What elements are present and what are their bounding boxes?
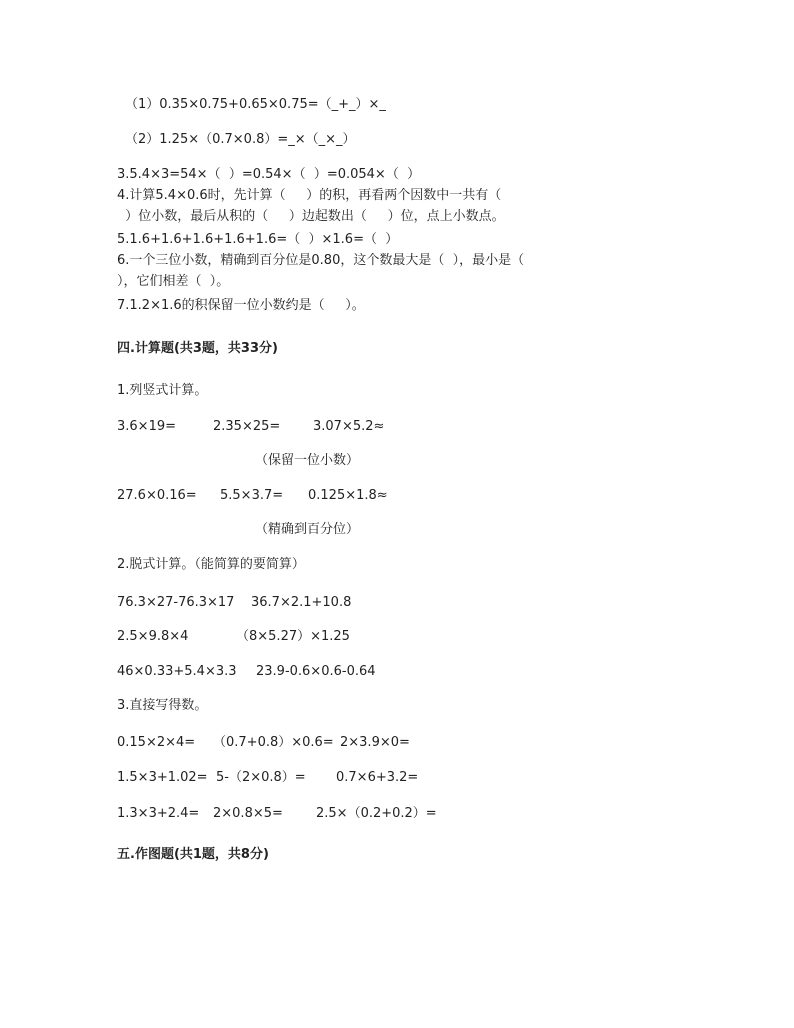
s4-q2-r3-c2: 23.9-0.6×0.6-0.64 bbox=[256, 664, 376, 679]
section4-title: 四.计算题(共3题，共33分) bbox=[117, 341, 278, 356]
s4-q3-r3-c2: 2×0.8×5= bbox=[213, 806, 283, 821]
q4-text-line2: ）位小数，最后从积的（ ）边起数出（ ）位，点上小数点。 bbox=[117, 209, 505, 224]
s4-q3-r1-c1: 0.15×2×4= bbox=[117, 735, 196, 750]
s4-q3-r2-c2: 5-（2×0.8）= bbox=[216, 770, 306, 785]
q4-text-line1: 4.计算5.4×0.6时，先计算（ ）的积，再看两个因数中一共有（ bbox=[117, 188, 502, 203]
s4-q3-title: 3.直接写得数。 bbox=[117, 698, 208, 713]
q6-text-line2: ），它们相差（ ）。 bbox=[117, 274, 230, 289]
q2-sub1: （1）0.35×0.75+0.65×0.75=（_+_）×_ bbox=[125, 97, 386, 112]
q7-text: 7.1.2×1.6的积保留一位小数约是（ ）。 bbox=[117, 298, 365, 313]
s4-q1-r1-c1: 3.6×19= bbox=[117, 419, 177, 434]
s4-q3-r2-c3: 0.7×6+3.2= bbox=[336, 770, 419, 785]
s4-q3-r1-c3: 2×3.9×0= bbox=[340, 735, 410, 750]
s4-q3-r1-c2: （0.7+0.8）×0.6= bbox=[213, 735, 334, 750]
s4-q1-r1-c3: 3.07×5.2≈ bbox=[313, 419, 385, 434]
s4-q1-r1-c2: 2.35×25= bbox=[213, 419, 281, 434]
s4-q1-note1: （保留一位小数） bbox=[255, 453, 360, 468]
q3-text: 3.5.4×3=54×（ ）=0.54×（ ）=0.054×（ ） bbox=[117, 167, 421, 182]
s4-q1-r2-c3: 0.125×1.8≈ bbox=[308, 488, 388, 503]
s4-q2-r3-c1: 46×0.33+5.4×3.3 bbox=[117, 664, 237, 679]
s4-q2-r2-c1: 2.5×9.8×4 bbox=[117, 629, 189, 644]
s4-q1-note2: （精确到百分位） bbox=[255, 522, 360, 537]
q6-text-line1: 6.一个三位小数，精确到百分位是0.80，这个数最大是（ ），最小是（ bbox=[117, 253, 525, 268]
q5-text: 5.1.6+1.6+1.6+1.6+1.6=（ ）×1.6=（ ） bbox=[117, 232, 399, 247]
s4-q2-title: 2.脱式计算。（能简算的要简算） bbox=[117, 557, 305, 572]
s4-q2-r2-c2: （8×5.27）×1.25 bbox=[236, 629, 350, 644]
s4-q1-r2-c1: 27.6×0.16= bbox=[117, 488, 197, 503]
section5-title: 五.作图题(共1题，共8分) bbox=[117, 847, 269, 862]
s4-q3-r3-c1: 1.3×3+2.4= bbox=[117, 806, 200, 821]
s4-q3-r2-c1: 1.5×3+1.02= bbox=[117, 770, 208, 785]
s4-q1-r2-c2: 5.5×3.7= bbox=[220, 488, 284, 503]
s4-q2-r1-c1: 76.3×27-76.3×17 bbox=[117, 595, 235, 610]
q2-sub2: （2）1.25×（0.7×0.8）=_×（_×_） bbox=[125, 132, 356, 147]
s4-q1-title: 1.列竖式计算。 bbox=[117, 383, 208, 398]
s4-q2-r1-c2: 36.7×2.1+10.8 bbox=[251, 595, 352, 610]
s4-q3-r3-c3: 2.5×（0.2+0.2）= bbox=[316, 806, 437, 821]
